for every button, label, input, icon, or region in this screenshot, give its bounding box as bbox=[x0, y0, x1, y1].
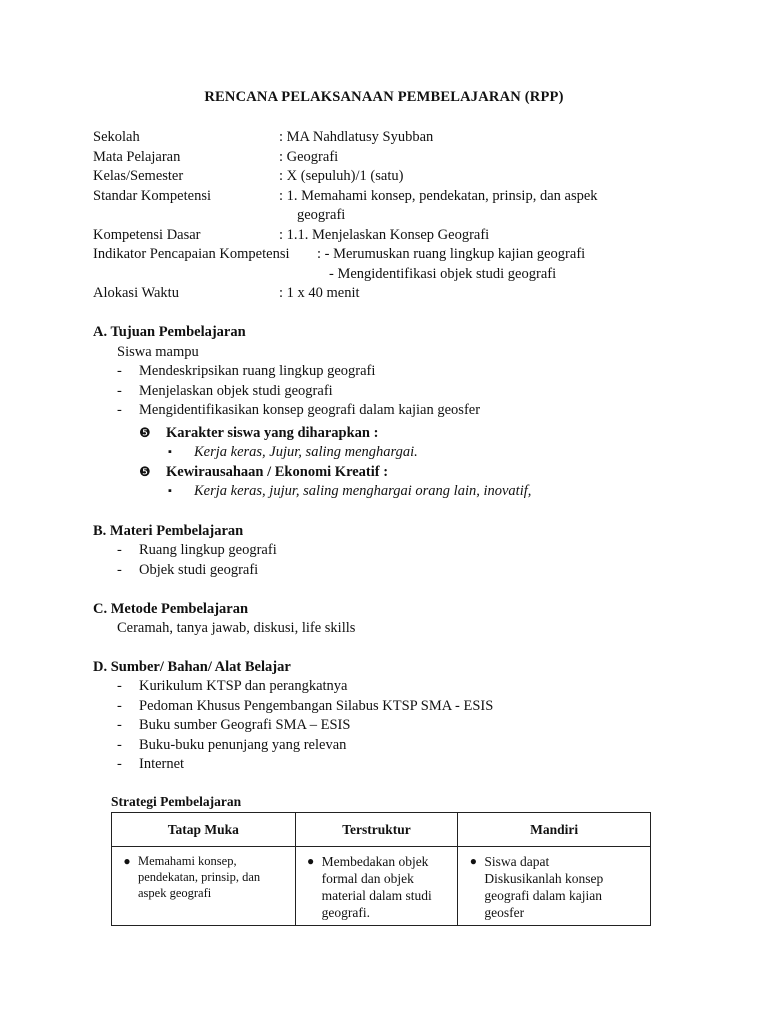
cell-line: geosfer bbox=[484, 905, 525, 920]
sekolah-value: : MA Nahdlatusy Syubban bbox=[279, 129, 434, 145]
list-item: Ruang lingkup geografi bbox=[139, 542, 277, 558]
strategi-table bbox=[111, 812, 651, 926]
column-header: Terstruktur bbox=[295, 813, 458, 847]
cell-line: Diskusikanlah konsep bbox=[484, 871, 604, 886]
dash-marker: - bbox=[117, 756, 122, 772]
square-bullet-icon: ▪ bbox=[168, 485, 172, 497]
dash-marker: - bbox=[117, 717, 122, 733]
dash-marker: - bbox=[117, 402, 122, 418]
kelas-value: : X (sepuluh)/1 (satu) bbox=[279, 168, 404, 184]
kewirausahaan-heading: Kewirausahaan / Ekonomi Kreatif : bbox=[166, 464, 389, 480]
list-item: Objek studi geografi bbox=[139, 562, 259, 578]
ipk-value-line1: : - Merumuskan ruang lingkup kajian geografi bbox=[317, 246, 586, 262]
ipk-label: Indikator Pencapaian Kompetensi bbox=[93, 246, 290, 262]
sk-value-line1: : 1. Memahami konsep, pendekatan, prinsip, dan aspek bbox=[279, 188, 598, 204]
bullet-icon: ● bbox=[469, 854, 477, 868]
cell-line: Siswa dapat bbox=[484, 854, 550, 869]
section-d-heading: D. Sumber/ Bahan/ Alat Belajar bbox=[93, 659, 291, 675]
table-row bbox=[112, 847, 651, 926]
list-item: Internet bbox=[139, 756, 185, 772]
dash-marker: - bbox=[117, 363, 122, 379]
list-item: Kurikulum KTSP dan perangkatnya bbox=[139, 678, 348, 694]
document-title: RENCANA PELAKSANAAN PEMBELAJARAN (RPP) bbox=[204, 89, 564, 105]
table-cell-terstruktur bbox=[295, 847, 458, 926]
cell-line: Memahami konsep, bbox=[138, 854, 237, 868]
cell-line: pendekatan, prinsip, dan bbox=[138, 870, 261, 884]
strategi-heading: Strategi Pembelajaran bbox=[111, 794, 242, 809]
dash-marker: - bbox=[117, 383, 122, 399]
cell-line: aspek geografi bbox=[138, 886, 212, 900]
square-bullet-icon: ▪ bbox=[168, 446, 172, 458]
bullet-icon: ● bbox=[123, 854, 131, 868]
kd-value: : 1.1. Menjelaskan Konsep Geografi bbox=[279, 227, 490, 243]
mapel-label: Mata Pelajaran bbox=[93, 149, 181, 165]
sk-label: Standar Kompetensi bbox=[93, 188, 211, 204]
kewirausahaan-item: Kerja keras, jujur, saling menghargai orang lain, inovatif, bbox=[194, 483, 532, 499]
sk-value-line2: geografi bbox=[297, 207, 346, 223]
table-cell-mandiri bbox=[458, 847, 651, 926]
section-c-text: Ceramah, tanya jawab, diskusi, life skills bbox=[117, 620, 356, 636]
cell-line: Membedakan objek bbox=[321, 854, 429, 869]
column-header: Tatap Muka bbox=[112, 813, 296, 847]
dash-marker: - bbox=[117, 678, 122, 694]
circled-bullet-icon: ❺ bbox=[139, 464, 151, 479]
list-item: Mengidentifikasikan konsep geografi dalam kajian geosfer bbox=[139, 402, 481, 418]
kd-label: Kompetensi Dasar bbox=[93, 227, 201, 243]
list-item: Pedoman Khusus Pengembangan Silabus KTSP SMA - ESIS bbox=[139, 698, 494, 714]
section-b-heading: B. Materi Pembelajaran bbox=[93, 523, 244, 539]
list-item: Mendeskripsikan ruang lingkup geografi bbox=[139, 363, 376, 379]
list-item: Buku-buku penunjang yang relevan bbox=[139, 737, 347, 753]
circled-bullet-icon: ❺ bbox=[139, 425, 151, 440]
section-a-intro: Siswa mampu bbox=[117, 344, 199, 360]
alokasi-value: : 1 x 40 menit bbox=[279, 285, 360, 301]
cell-line: material dalam studi bbox=[321, 888, 432, 903]
sekolah-label: Sekolah bbox=[93, 129, 140, 145]
bullet-icon: ● bbox=[306, 854, 315, 868]
karakter-heading: Karakter siswa yang diharapkan : bbox=[166, 425, 379, 441]
ipk-value-line2: - Mengidentifikasi objek studi geografi bbox=[329, 266, 557, 282]
dash-marker: - bbox=[117, 698, 122, 714]
cell-line: geografi. bbox=[321, 905, 370, 920]
cell-line: formal dan objek bbox=[321, 871, 414, 886]
dash-marker: - bbox=[117, 542, 122, 558]
section-c-heading: C. Metode Pembelajaran bbox=[93, 601, 249, 617]
mapel-value: : Geografi bbox=[279, 149, 339, 165]
alokasi-label: Alokasi Waktu bbox=[93, 285, 179, 301]
column-header: Mandiri bbox=[458, 813, 651, 847]
table-header-row bbox=[112, 813, 651, 847]
kelas-label: Kelas/Semester bbox=[93, 168, 184, 184]
dash-marker: - bbox=[117, 562, 122, 578]
table-cell-tatap-muka bbox=[112, 847, 296, 926]
list-item: Menjelaskan objek studi geografi bbox=[139, 383, 333, 399]
section-a-heading: A. Tujuan Pembelajaran bbox=[93, 324, 246, 340]
cell-line: geografi dalam kajian bbox=[484, 888, 603, 903]
list-item: Buku sumber Geografi SMA – ESIS bbox=[139, 717, 351, 733]
dash-marker: - bbox=[117, 737, 122, 753]
karakter-item: Kerja keras, Jujur, saling menghargai. bbox=[194, 444, 418, 460]
